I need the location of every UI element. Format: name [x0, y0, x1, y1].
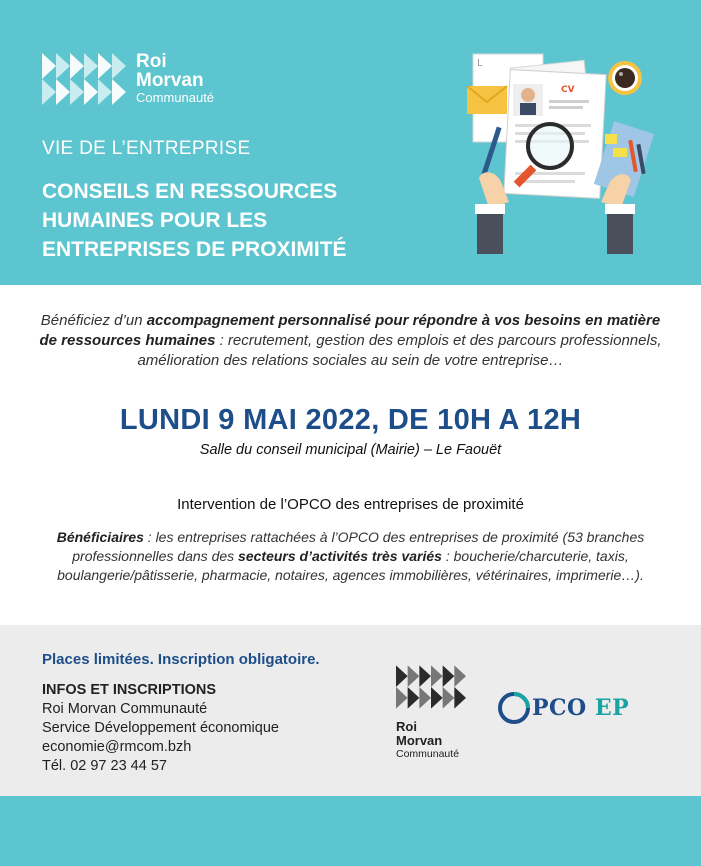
logo-line-1: Roi: [136, 51, 167, 72]
contact-block: [42, 681, 279, 776]
event-place: Salle du conseil municipal (Mairie) – Le Faouët: [199, 442, 502, 458]
intro-bold: accompagnement personnalisé pour répondre à vos besoins en matière de ressources humaines: [39, 312, 661, 349]
roi-morvan-logo: [42, 52, 214, 105]
roi-morvan-footer-logo-icon: [396, 665, 466, 709]
cv-review-illustration: [455, 48, 655, 258]
logo-line-2: Morvan: [136, 70, 204, 91]
footer-logo-line-2: Morvan: [396, 733, 443, 748]
intro-paragraph: [30, 311, 671, 371]
beneficiaires-text-2: : boucherie/charcuterie, taxis, boulangerie/pâtisserie, pharmacie, notaires, agences immobilières, vétérinaires, imprimerie…).: [57, 548, 644, 583]
coffee-cup-icon: [608, 61, 642, 95]
opco-main: PCO: [532, 695, 587, 721]
opco-ring-icon: [497, 691, 531, 725]
beneficiaires-paragraph: [30, 528, 671, 585]
roi-morvan-logo-footer: [396, 665, 466, 760]
contact-email[interactable]: economie@rmcom.bzh: [42, 739, 192, 755]
opco-suffix: EP: [594, 695, 630, 721]
contact-service: Service Développement économique: [42, 720, 279, 736]
contact-phone[interactable]: Tél. 02 97 23 44 57: [42, 758, 167, 774]
intervention-heading: Intervention de l’OPCO des entreprises de proximité: [177, 496, 524, 513]
headline-line-1: CONSEILS EN RESSOURCES: [42, 180, 338, 203]
envelope-icon: [467, 86, 507, 114]
header-banner: [0, 0, 701, 285]
headline-line-3: ENTREPRISES DE PROXIMITÉ: [42, 238, 347, 261]
event-date: LUNDI 9 MAI 2022, DE 10H A 12H: [119, 404, 582, 436]
svg-text:L: L: [477, 58, 483, 69]
roi-morvan-logo-icon: [42, 53, 126, 105]
footer-panel: [0, 625, 701, 796]
contact-org: Roi Morvan Communauté: [42, 701, 208, 717]
opco-ep-logo: [497, 691, 629, 725]
footer-logo-line-3: Communauté: [396, 748, 460, 760]
cv-label: CV: [561, 85, 575, 95]
page-title: [42, 177, 432, 264]
headline-line-2: HUMAINES POUR LES: [42, 209, 268, 232]
intro-text-2: : recrutement, gestion des emplois et des parcours professionnels, amélioration des relations sociales au sein de votre entreprise…: [137, 332, 662, 369]
beneficiaires-bold: secteurs d’activités très variés: [238, 548, 442, 564]
footer-logo-line-1: Roi: [396, 719, 417, 734]
beneficiaires-label: Bénéficiaires: [56, 529, 144, 545]
section-label: VIE DE L’ENTREPRISE: [42, 138, 251, 159]
bottom-band: [0, 796, 701, 866]
infos-title: INFOS ET INSCRIPTIONS: [42, 682, 217, 698]
intro-text-1: Bénéficiez d’un: [40, 312, 147, 329]
beneficiaires-text-1: : les entreprises rattachées à l’OPCO des entreprises de proximité (53 branches professionnelles dans des: [72, 529, 645, 564]
places-notice: Places limitées. Inscription obligatoire.: [42, 651, 320, 668]
logo-line-3: Communauté: [136, 90, 215, 105]
